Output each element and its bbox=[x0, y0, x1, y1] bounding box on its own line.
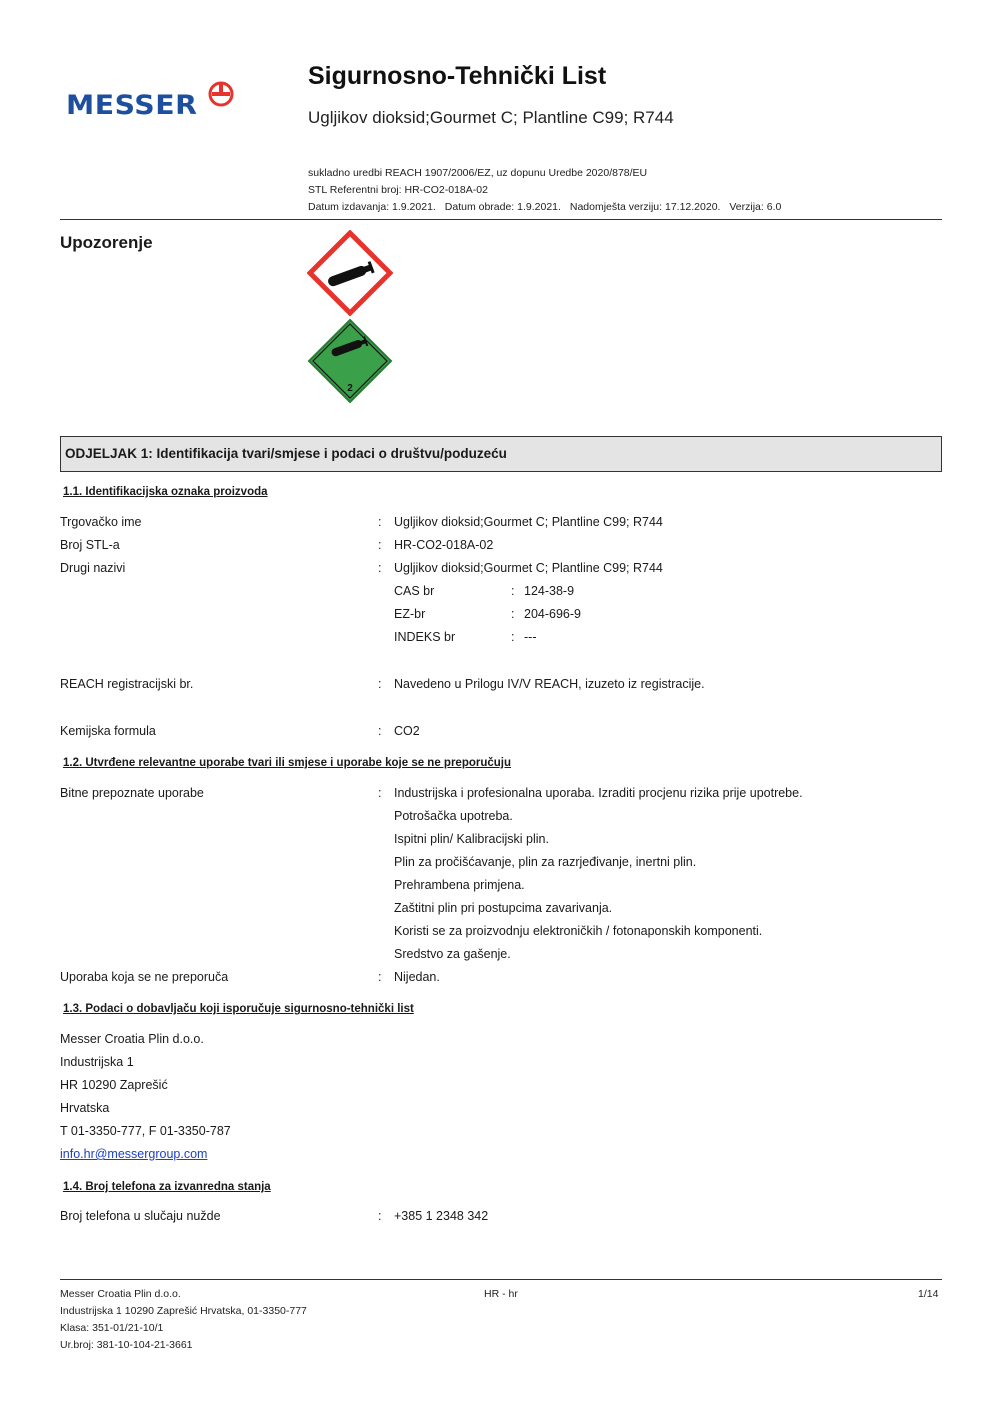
ec-value: 204-696-9 bbox=[524, 607, 581, 621]
revision-date: Datum obrade: 1.9.2021. bbox=[444, 201, 561, 213]
supplier-street: Industrijska 1 bbox=[60, 1055, 134, 1069]
supplier-city: HR 10290 Zaprešić bbox=[60, 1078, 168, 1092]
section-1-header bbox=[60, 436, 942, 472]
sds-reference: STL Referentni broj: HR-CO2-018A-02 bbox=[308, 184, 488, 196]
messer-logo-icon bbox=[206, 80, 236, 110]
subsection-1-4-heading: 1.4. Broj telefona za izvanredna stanja bbox=[63, 1181, 271, 1193]
use-item: Ispitni plin/ Kalibracijski plin. bbox=[394, 832, 549, 846]
sds-number-value: HR-CO2-018A-02 bbox=[394, 538, 494, 552]
colon: : bbox=[511, 607, 515, 621]
subsection-1-3-heading: 1.3. Podaci o dobavljaču koji isporučuje sigurnosno-tehnički list bbox=[63, 1003, 414, 1015]
ec-label: EZ-br bbox=[394, 607, 426, 621]
footer-company: Messer Croatia Plin d.o.o. bbox=[60, 1288, 181, 1300]
signal-word: Upozorenje bbox=[60, 233, 153, 252]
use-item: Zaštitni plin pri postupcima zavarivanja. bbox=[394, 901, 613, 915]
other-names-label: Drugi nazivi bbox=[60, 561, 126, 575]
document-title: Sigurnosno-Tehnički List bbox=[308, 62, 607, 90]
footer-address: Industrijska 1 10290 Zaprešić Hrvatska, 01-3350-777 bbox=[60, 1305, 307, 1317]
colon: : bbox=[378, 786, 382, 800]
not-recommended-value: Nijedan. bbox=[394, 970, 440, 984]
date-line bbox=[308, 201, 787, 213]
colon: : bbox=[378, 677, 382, 691]
sds-number-label: Broj STL-a bbox=[60, 538, 120, 552]
regulation-line: sukladno uredbi REACH 1907/2006/EZ, uz dopunu Uredbe 2020/878/EU bbox=[308, 167, 648, 179]
footer-divider bbox=[60, 1279, 942, 1280]
use-item: Industrijska i profesionalna uporaba. Izraditi procjenu rizika prije upotrebe. bbox=[394, 786, 803, 800]
not-recommended-label: Uporaba koja se ne preporuča bbox=[60, 970, 229, 984]
formula-value: CO2 bbox=[394, 724, 420, 738]
footer-urbroj: Ur.broj: 381-10-104-21-3661 bbox=[60, 1339, 193, 1351]
colon: : bbox=[378, 724, 382, 738]
colon: : bbox=[378, 515, 382, 529]
use-item: Prehrambena primjena. bbox=[394, 878, 525, 892]
version: Verzija: 6.0 bbox=[729, 201, 782, 213]
header-divider bbox=[60, 219, 942, 220]
footer-klasa: Klasa: 351-01/21-10/1 bbox=[60, 1322, 164, 1334]
subsection-1-2-heading: 1.2. Utvrđene relevantne uporabe tvari ili smjese i uporabe koje se ne preporučuju bbox=[63, 757, 512, 769]
colon: : bbox=[378, 1209, 382, 1223]
use-item: Koristi se za proizvodnju elektroničkih / fotonaponskih komponenti. bbox=[394, 924, 763, 938]
adr-class-number: 2 bbox=[347, 383, 353, 394]
other-names-value: Ugljikov dioksid;Gourmet C; Plantline C99; R744 bbox=[394, 561, 663, 575]
colon: : bbox=[378, 561, 382, 575]
footer-language: HR - hr bbox=[484, 1288, 518, 1300]
cas-label: CAS br bbox=[394, 584, 435, 598]
reach-value: Navedeno u Prilogu IV/V REACH, izuzeto iz registracije. bbox=[394, 677, 705, 691]
subsection-1-1-heading: 1.1. Identifikacijska oznaka proizvoda bbox=[63, 486, 268, 498]
replaces-version: Nadomješta verziju: 17.12.2020. bbox=[569, 201, 721, 213]
adr-class-2-label bbox=[307, 318, 393, 404]
cas-value: 124-38-9 bbox=[524, 584, 575, 598]
colon: : bbox=[378, 970, 382, 984]
messer-logo bbox=[66, 80, 236, 124]
product-names: Ugljikov dioksid;Gourmet C; Plantline C99; R744 bbox=[308, 108, 674, 127]
reach-label: REACH registracijski br. bbox=[60, 677, 194, 691]
issue-date: Datum izdavanja: 1.9.2021. bbox=[308, 201, 436, 213]
colon: : bbox=[378, 538, 382, 552]
index-value: --- bbox=[524, 630, 537, 644]
logo-text: MESSER bbox=[66, 90, 198, 121]
ghs04-pictogram bbox=[307, 230, 393, 316]
use-item: Sredstvo za gašenje. bbox=[394, 947, 511, 961]
use-item: Potrošačka upotreba. bbox=[394, 809, 513, 823]
supplier-email-link[interactable]: info.hr@messergroup.com bbox=[60, 1147, 208, 1161]
supplier-country: Hrvatska bbox=[60, 1101, 110, 1115]
index-label: INDEKS br bbox=[394, 630, 456, 644]
supplier-phone-fax: T 01-3350-777, F 01-3350-787 bbox=[60, 1124, 231, 1138]
trade-name-value: Ugljikov dioksid;Gourmet C; Plantline C99; R744 bbox=[394, 515, 663, 529]
section-1-title: ODJELJAK 1: Identifikacija tvari/smjese i podaci o društvu/poduzeću bbox=[65, 446, 507, 461]
formula-label: Kemijska formula bbox=[60, 724, 156, 738]
colon: : bbox=[511, 630, 515, 644]
colon: : bbox=[511, 584, 515, 598]
emergency-phone-value: +385 1 2348 342 bbox=[394, 1209, 489, 1223]
supplier-company: Messer Croatia Plin d.o.o. bbox=[60, 1032, 204, 1046]
uses-label: Bitne prepoznate uporabe bbox=[60, 786, 204, 800]
emergency-phone-label: Broj telefona u slučaju nužde bbox=[60, 1209, 221, 1223]
trade-name-label: Trgovačko ime bbox=[60, 515, 142, 529]
use-item: Plin za pročišćavanje, plin za razrjeđivanje, inertni plin. bbox=[394, 855, 697, 869]
page-number: 1/14 bbox=[918, 1288, 939, 1300]
